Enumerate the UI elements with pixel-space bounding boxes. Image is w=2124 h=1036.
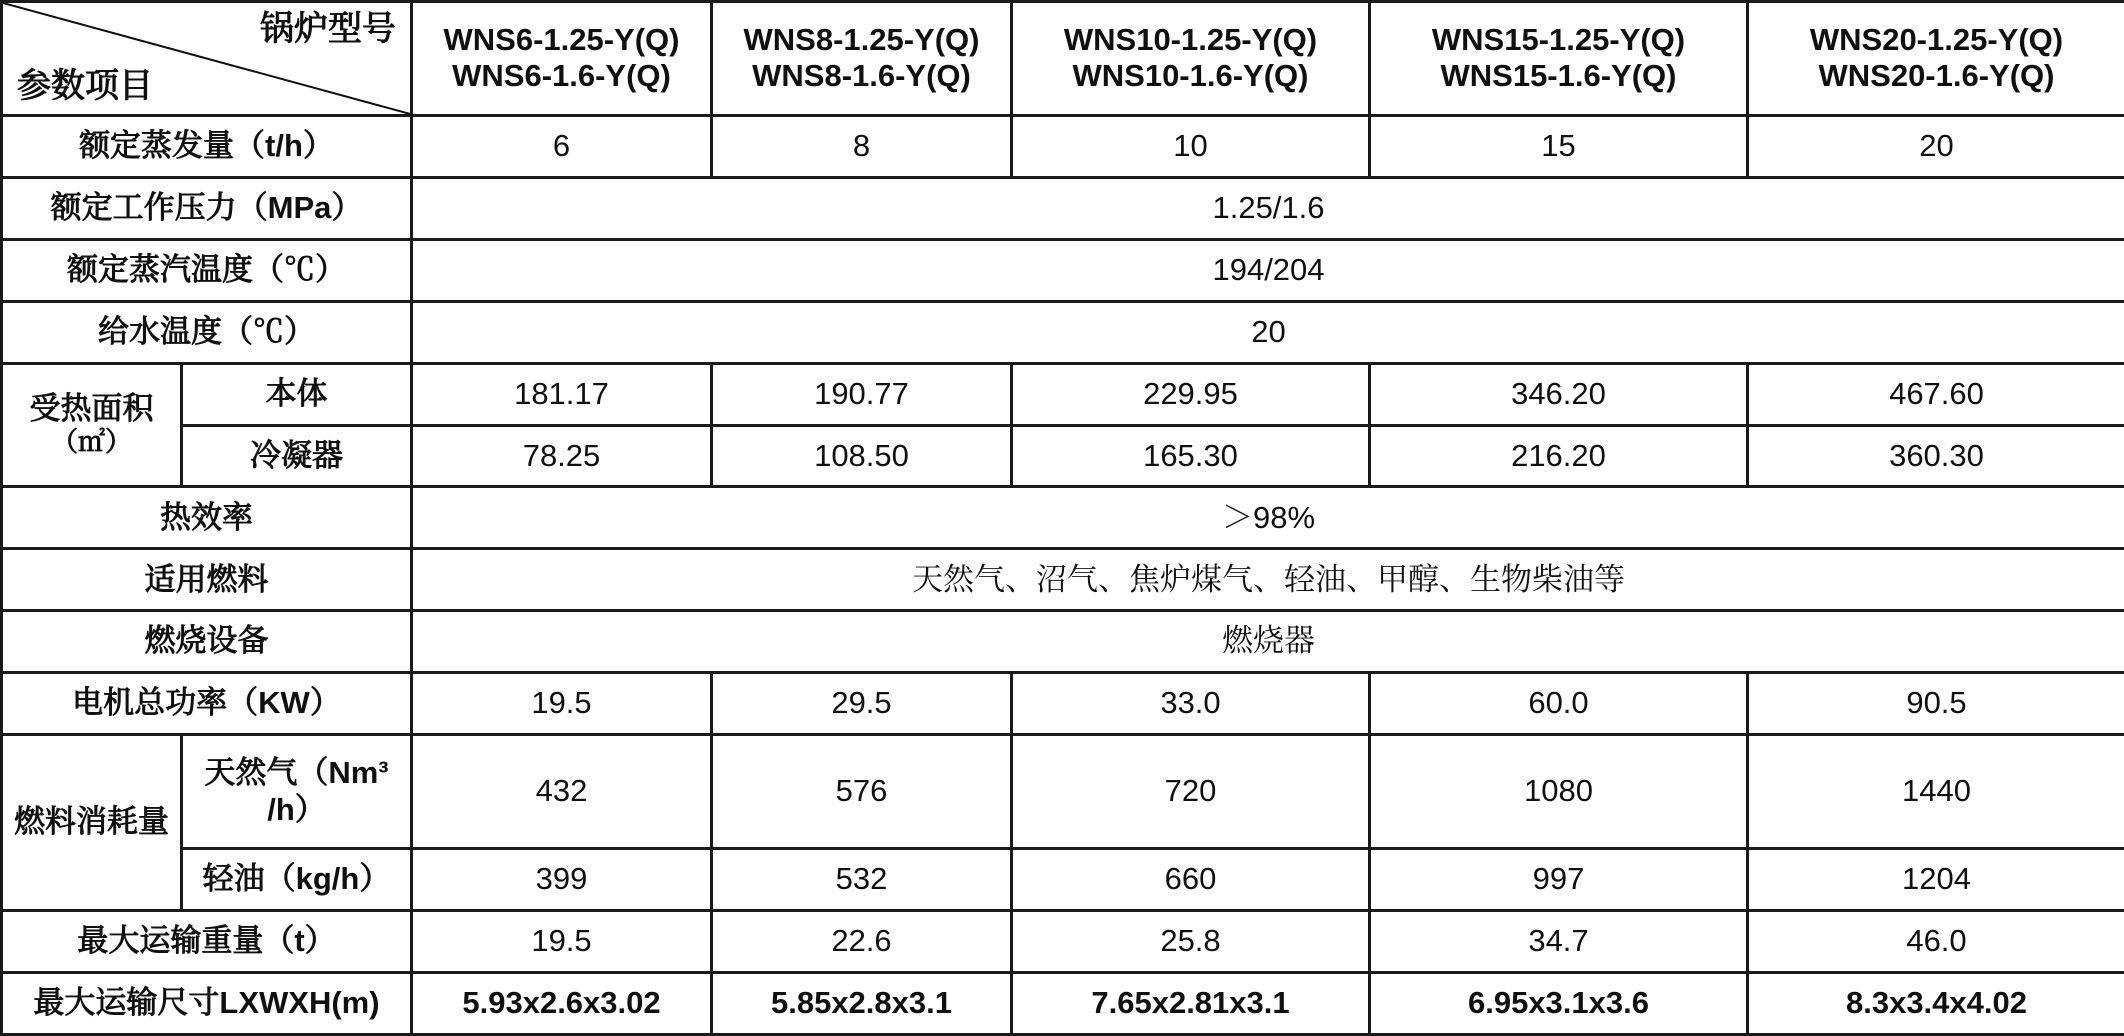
sub-label-natural-gas: 天然气（Nm³ /h） xyxy=(182,735,412,849)
model-4-line2: WNS15-1.6-Y(Q) xyxy=(1440,58,1677,94)
max-size-value-4: 6.95x3.1x3.6 xyxy=(1370,972,1748,1034)
row-label-efficiency: 热效率 xyxy=(2,487,412,549)
max-weight-value-1: 19.5 xyxy=(412,910,712,972)
motor-power-value-4: 60.0 xyxy=(1370,673,1748,735)
max-size-value-5: 8.3x3.4x4.02 xyxy=(1748,972,2124,1034)
motor-power-value-3: 33.0 xyxy=(1012,673,1370,735)
row-label-rated-temp: 额定蒸汽温度（℃） xyxy=(2,239,412,301)
fuel-oil-value-4: 997 xyxy=(1370,849,1748,911)
feedwater-temp-value: 20 xyxy=(412,301,2124,363)
table-row xyxy=(2,487,2124,549)
table-row xyxy=(2,177,2124,239)
heating-area-condenser-value-4: 216.20 xyxy=(1370,425,1748,487)
motor-power-value-2: 29.5 xyxy=(712,673,1012,735)
fuel-gas-value-2: 576 xyxy=(712,735,1012,849)
max-weight-value-3: 25.8 xyxy=(1012,910,1370,972)
max-size-value-1: 5.93x2.6x3.02 xyxy=(412,972,712,1034)
model-1-line2: WNS6-1.6-Y(Q) xyxy=(452,58,671,94)
row-label-fuel-type: 适用燃料 xyxy=(2,549,412,611)
model-2-line2: WNS8-1.6-Y(Q) xyxy=(752,58,971,94)
rated-steam-value-2: 8 xyxy=(712,115,1012,177)
efficiency-value: ＞98% xyxy=(412,487,2124,549)
table-row xyxy=(2,301,2124,363)
max-size-value-3: 7.65x2.81x3.1 xyxy=(1012,972,1370,1034)
heating-area-condenser-value-3: 165.30 xyxy=(1012,425,1370,487)
max-weight-value-5: 46.0 xyxy=(1748,910,2124,972)
table-row xyxy=(2,849,2124,911)
rated-steam-value-5: 20 xyxy=(1748,115,2124,177)
rated-steam-value-4: 15 xyxy=(1370,115,1748,177)
heating-area-condenser-value-5: 360.30 xyxy=(1748,425,2124,487)
max-size-value-2: 5.85x2.8x3.1 xyxy=(712,972,1012,1034)
rated-steam-value-1: 6 xyxy=(412,115,712,177)
heating-area-body-value-1: 181.17 xyxy=(412,363,712,425)
fuel-oil-value-2: 532 xyxy=(712,849,1012,911)
heating-area-body-value-2: 190.77 xyxy=(712,363,1012,425)
fuel-gas-value-3: 720 xyxy=(1012,735,1370,849)
model-2-line1: WNS8-1.25-Y(Q) xyxy=(743,21,980,57)
model-3-line2: WNS10-1.6-Y(Q) xyxy=(1072,58,1309,94)
table-row xyxy=(2,239,2124,301)
heating-area-condenser-value-1: 78.25 xyxy=(412,425,712,487)
table-row xyxy=(2,673,2124,735)
model-5-line2: WNS20-1.6-Y(Q) xyxy=(1818,58,2055,94)
model-column-4 xyxy=(1370,2,1748,116)
heating-area-label: 受热面积 xyxy=(29,390,154,426)
model-column-2 xyxy=(712,2,1012,116)
row-label-max-size: 最大运输尺寸LXWXH(m) xyxy=(2,972,412,1034)
model-5-line1: WNS20-1.25-Y(Q) xyxy=(1809,21,2064,57)
max-weight-value-4: 34.7 xyxy=(1370,910,1748,972)
row-label-rated-pressure: 额定工作压力（MPa） xyxy=(2,177,412,239)
table-row xyxy=(2,549,2124,611)
motor-power-value-5: 90.5 xyxy=(1748,673,2124,735)
heating-area-unit: （㎡） xyxy=(51,427,132,458)
row-label-fuel-consumption: 燃料消耗量 xyxy=(2,735,182,911)
rated-pressure-value: 1.25/1.6 xyxy=(412,177,2124,239)
fuel-type-value: 天然气、沼气、焦炉煤气、轻油、甲醇、生物柴油等 xyxy=(412,549,2124,611)
fuel-oil-value-5: 1204 xyxy=(1748,849,2124,911)
table-row xyxy=(2,425,2124,487)
model-4-line1: WNS15-1.25-Y(Q) xyxy=(1431,21,1686,57)
row-label-motor-power: 电机总功率（KW） xyxy=(2,673,412,735)
heating-area-body-value-5: 467.60 xyxy=(1748,363,2124,425)
model-3-line1: WNS10-1.25-Y(Q) xyxy=(1063,21,1318,57)
model-column-1 xyxy=(412,2,712,116)
model-column-5 xyxy=(1748,2,2124,116)
table-row xyxy=(2,972,2124,1034)
heating-area-condenser-value-2: 108.50 xyxy=(712,425,1012,487)
heating-area-body-value-4: 346.20 xyxy=(1370,363,1748,425)
row-label-rated-steam: 额定蒸发量（t/h） xyxy=(2,115,412,177)
row-label-max-weight: 最大运输重量（t） xyxy=(2,910,412,972)
burner-value: 燃烧器 xyxy=(412,611,2124,673)
row-label-heating-area xyxy=(2,363,182,487)
table-row xyxy=(2,611,2124,673)
fuel-oil-value-1: 399 xyxy=(412,849,712,911)
rated-temp-value: 194/204 xyxy=(412,239,2124,301)
table-header-row xyxy=(2,2,2124,116)
fuel-gas-value-5: 1440 xyxy=(1748,735,2124,849)
header-corner-cell xyxy=(2,2,412,116)
sub-label-light-oil: 轻油（kg/h） xyxy=(182,849,412,911)
table-row xyxy=(2,363,2124,425)
table-row xyxy=(2,735,2124,849)
row-label-feedwater-temp: 给水温度（℃） xyxy=(2,301,412,363)
fuel-gas-value-1: 432 xyxy=(412,735,712,849)
table-row xyxy=(2,115,2124,177)
heating-area-body-value-3: 229.95 xyxy=(1012,363,1370,425)
rated-steam-value-3: 10 xyxy=(1012,115,1370,177)
fuel-oil-value-3: 660 xyxy=(1012,849,1370,911)
table-row xyxy=(2,910,2124,972)
sub-label-condenser: 冷凝器 xyxy=(182,425,412,487)
row-label-burner: 燃烧设备 xyxy=(2,611,412,673)
model-column-3 xyxy=(1012,2,1370,116)
fuel-gas-value-4: 1080 xyxy=(1370,735,1748,849)
header-parameter-label: 参数项目 xyxy=(17,66,153,105)
sub-label-body: 本体 xyxy=(182,363,412,425)
header-model-label: 锅炉型号 xyxy=(260,10,396,48)
model-1-line1: WNS6-1.25-Y(Q) xyxy=(443,21,680,57)
max-weight-value-2: 22.6 xyxy=(712,910,1012,972)
motor-power-value-1: 19.5 xyxy=(412,673,712,735)
